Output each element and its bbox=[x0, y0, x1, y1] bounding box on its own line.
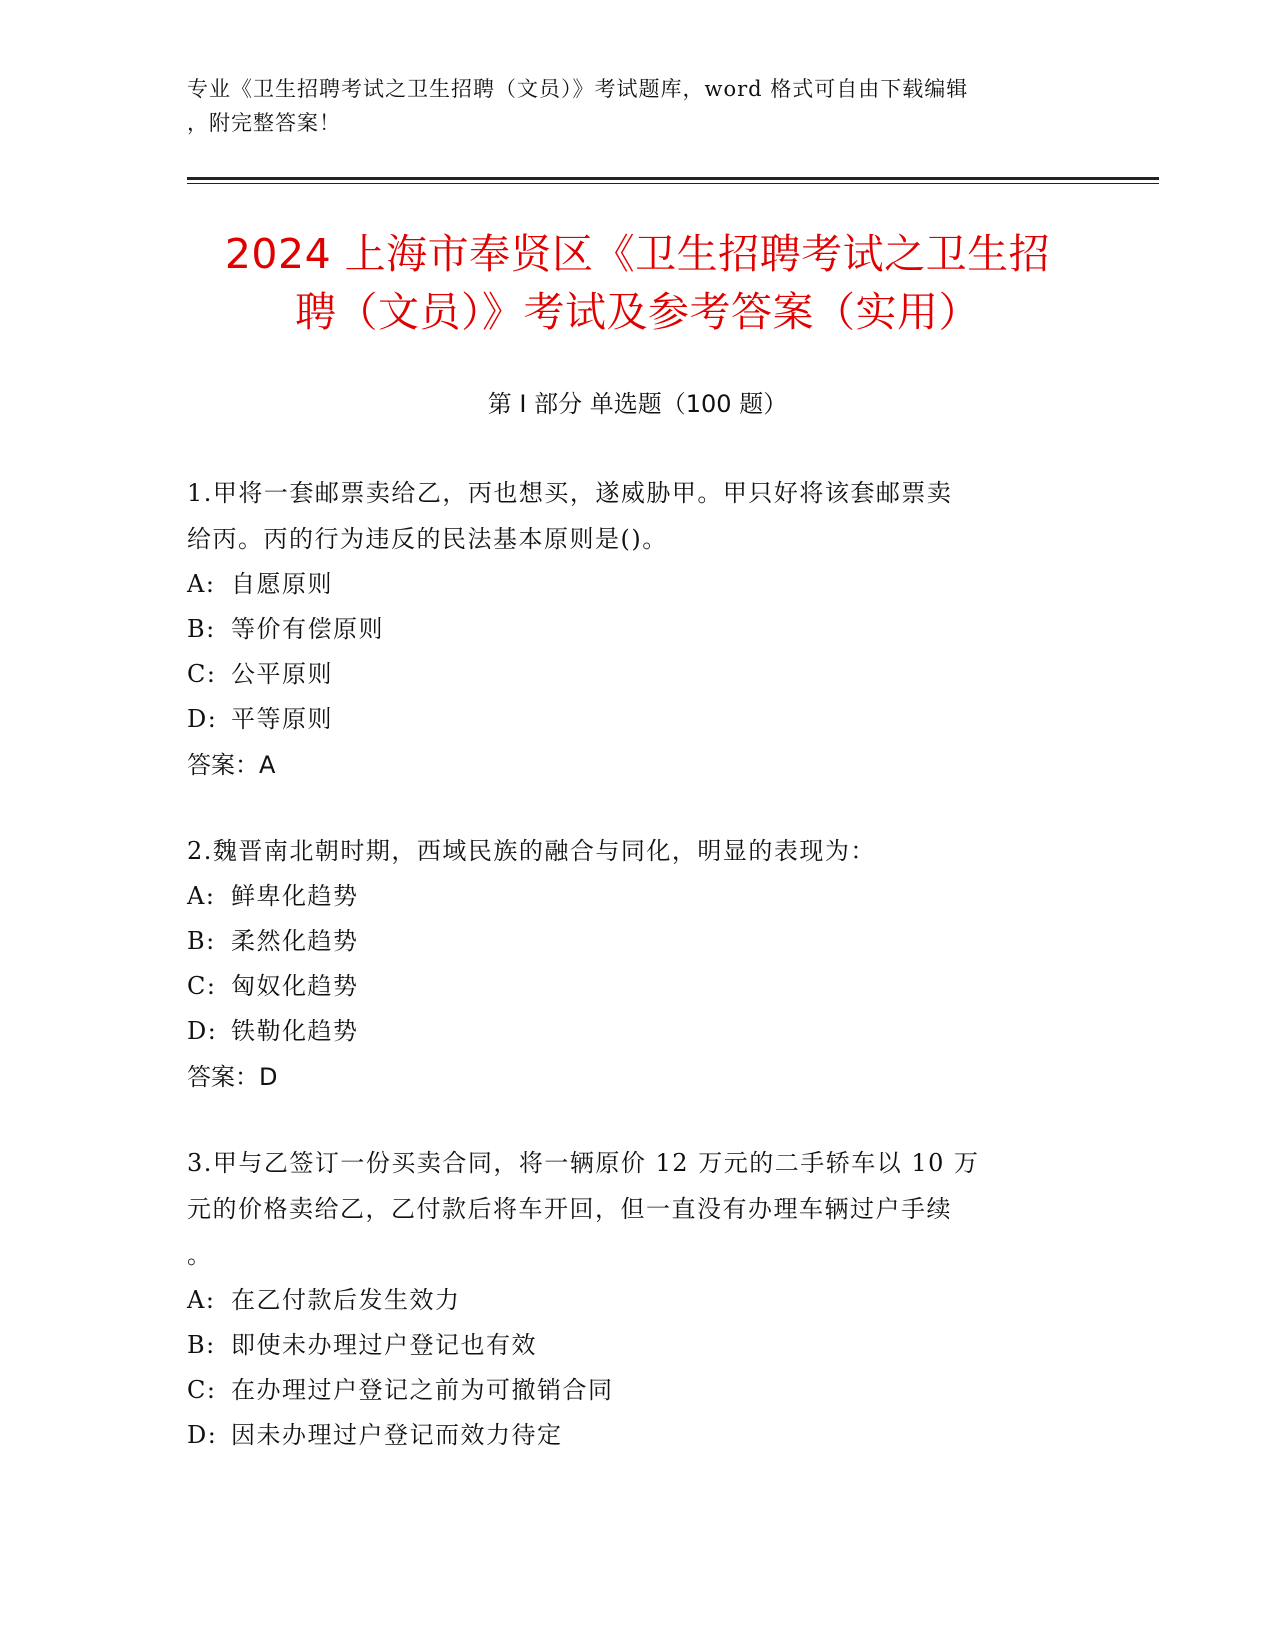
option-text: 在办理过户登记之前为可撤销合同 bbox=[231, 1376, 614, 1404]
option-a bbox=[187, 874, 1067, 919]
question-stem-line: 3.甲与乙签订一份买卖合同，将一辆原价 12 万元的二手轿车以 10 万 bbox=[187, 1149, 980, 1177]
answer-label: 答案：D bbox=[187, 1063, 278, 1091]
question-item bbox=[187, 828, 1067, 1100]
option-key: A: bbox=[187, 1286, 216, 1314]
option-a bbox=[187, 562, 1067, 607]
option-text: 公平原则 bbox=[231, 660, 333, 688]
header-divider-thin bbox=[187, 183, 1159, 184]
option-key: D: bbox=[187, 705, 218, 733]
option-d bbox=[187, 1009, 1067, 1054]
option-key: A: bbox=[187, 882, 216, 910]
option-text: 鲜卑化趋势 bbox=[231, 882, 359, 910]
question-stem-line: 2.魏晋南北朝时期，西域民族的融合与同化，明显的表现为： bbox=[187, 837, 876, 865]
option-b bbox=[187, 1323, 1067, 1368]
option-key: B: bbox=[187, 1331, 216, 1359]
header-note bbox=[187, 72, 1067, 140]
option-text: 等价有偿原则 bbox=[231, 615, 384, 643]
question-item bbox=[187, 1140, 1067, 1458]
answer-label: 答案：A bbox=[187, 751, 276, 779]
question-stem bbox=[187, 1140, 1067, 1278]
question-list bbox=[187, 470, 1067, 1498]
document-title-line: 2024 上海市奉贤区《卫生招聘考试之卫生招 bbox=[224, 230, 1051, 278]
section-title: 第 I 部分 单选题（100 题） bbox=[487, 390, 788, 418]
option-d bbox=[187, 697, 1067, 742]
option-key: D: bbox=[187, 1017, 218, 1045]
option-key: C: bbox=[187, 1376, 217, 1404]
option-key: B: bbox=[187, 615, 216, 643]
option-text: 即使未办理过户登记也有效 bbox=[231, 1331, 537, 1359]
option-b bbox=[187, 607, 1067, 652]
option-key: A: bbox=[187, 570, 216, 598]
option-key: C: bbox=[187, 972, 217, 1000]
header-note-line: 专业《卫生招聘考试之卫生招聘（文员）》考试题库，word 格式可自由下载编辑 bbox=[187, 77, 969, 101]
option-c bbox=[187, 964, 1067, 1009]
option-a bbox=[187, 1278, 1067, 1323]
option-d bbox=[187, 1413, 1067, 1458]
question-stem-line: 1.甲将一套邮票卖给乙，丙也想买，遂威胁甲。甲只好将该套邮票卖 bbox=[187, 479, 953, 507]
option-text: 匈奴化趋势 bbox=[231, 972, 359, 1000]
question-stem bbox=[187, 470, 1067, 562]
option-c bbox=[187, 652, 1067, 697]
question-stem-line: 元的价格卖给乙，乙付款后将车开回，但一直没有办理车辆过户手续 bbox=[187, 1195, 952, 1223]
option-text: 柔然化趋势 bbox=[231, 927, 359, 955]
question-stem bbox=[187, 828, 1067, 874]
option-text: 平等原则 bbox=[231, 705, 333, 733]
document-title-line: 聘（文员）》考试及参考答案（实用） bbox=[295, 288, 980, 336]
header-divider-thick bbox=[187, 177, 1159, 180]
question-stem-line: 给丙。丙的行为违反的民法基本原则是()。 bbox=[187, 525, 668, 553]
option-b bbox=[187, 919, 1067, 964]
option-text: 自愿原则 bbox=[231, 570, 333, 598]
option-text: 铁勒化趋势 bbox=[231, 1017, 359, 1045]
option-key: D: bbox=[187, 1421, 218, 1449]
option-text: 因未办理过户登记而效力待定 bbox=[231, 1421, 563, 1449]
option-text: 在乙付款后发生效力 bbox=[231, 1286, 461, 1314]
option-key: B: bbox=[187, 927, 216, 955]
option-c bbox=[187, 1368, 1067, 1413]
option-key: C: bbox=[187, 660, 217, 688]
question-stem-line: 。 bbox=[187, 1241, 213, 1269]
header-note-line: ，附完整答案！ bbox=[187, 111, 341, 135]
question-item bbox=[187, 470, 1067, 788]
document-title bbox=[170, 225, 1105, 341]
